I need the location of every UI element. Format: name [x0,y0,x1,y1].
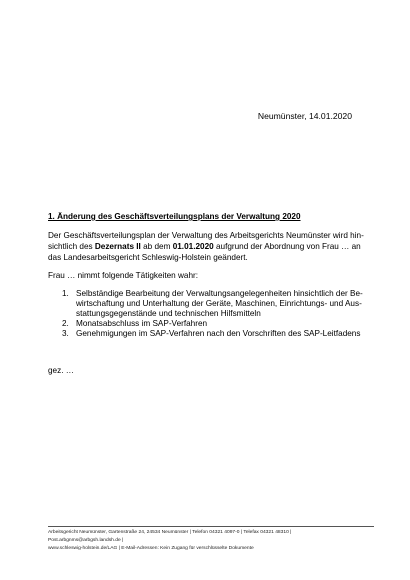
list-item-line: Monatsabschluss im SAP-Verfahren [76,319,208,328]
footer-address: Arbeitsgericht Neumünster, Gartenstraße 24, 24534 Neumünster | Telefon 04321 4097-0 | Telefax 04321 48310 | [48,530,292,535]
list-item-number: 3. [62,329,69,338]
tasks-intro: Frau … nimmt folgende Tätigkeiten wahr: [48,271,199,280]
intro-text: sichtlich des [48,242,95,251]
list-item-number: 2. [62,319,69,328]
intro-line-2 [48,241,366,252]
intro-text: ab dem [140,242,173,251]
task-list [62,289,372,339]
footer [48,529,378,553]
footer-web: www.schleswig-holstein.de/LAG | E-Mail-Adressen: Kein Zugang für verschlüsselte Dokumente [48,546,254,551]
list-item-text [76,319,372,329]
list-item-line: stattungsgegenstände und technischen Hilfsmitteln [76,309,261,318]
list-item-line: Selbständige Bearbeitung der Verwaltungsangelegenheiten hinsichtlich der Be- [76,289,363,298]
footer-email: Post.arbgnms@arbgsh.landsh.de | [48,538,124,543]
effective-date: 01.01.2020 [172,242,214,251]
letter-heading: 1. Änderung des Geschäftsverteilungsplans der Verwaltung 2020 [48,212,301,221]
intro-paragraph [48,230,366,263]
footer-divider [48,526,374,527]
signature: gez. … [48,366,74,375]
list-item-line: Genehmigungen im SAP-Verfahren nach den Vorschriften des SAP-Leitfadens [76,329,361,338]
dezernat-name: Dezernats II [94,242,141,251]
intro-text: aufgrund der Abordnung von Frau … an [213,242,361,251]
intro-line-3: das Landesarbeitsgericht Schleswig-Holstein geändert. [48,253,248,262]
letter-date: Neumünster, 14.01.2020 [257,111,352,121]
intro-line-1: Der Geschäftsverteilungsplan der Verwaltung des Arbeitsgerichts Neumünster wird hin- [48,231,364,240]
list-item [62,329,372,339]
list-item-number: 1. [62,289,69,298]
list-item-line: wirtschaftung und Unterhaltung der Geräte, Maschinen, Einrichtungs- und Aus- [76,299,362,308]
list-item [62,319,372,329]
list-item-text [76,329,372,339]
list-item-text [76,289,372,319]
list-item [62,289,372,319]
